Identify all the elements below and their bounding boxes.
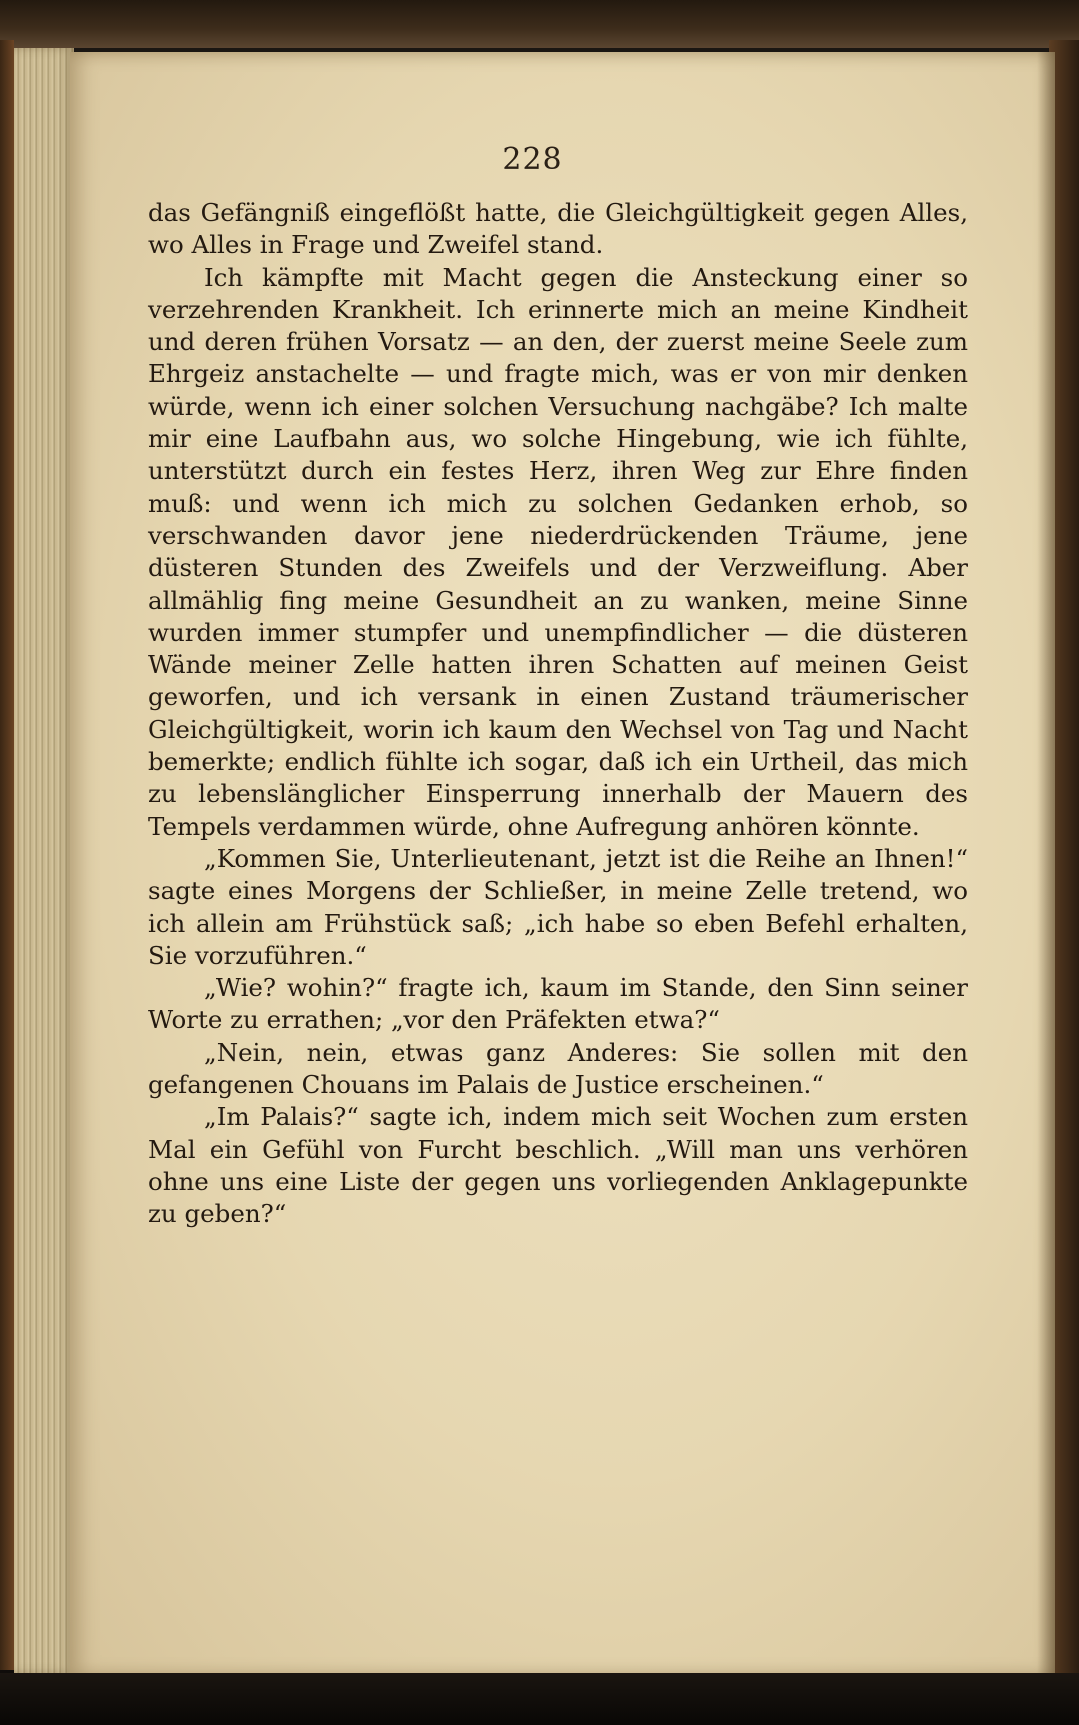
body-text bbox=[148, 197, 968, 1231]
book-cover-left bbox=[0, 40, 14, 1670]
paragraph: „Wie? wohin?“ fragte ich, kaum im Stande, den Sinn seiner Worte zu errathen; „vor den Präfekten etwa?“ bbox=[148, 973, 968, 1035]
background-bottom bbox=[0, 1673, 1079, 1725]
book-cover-top bbox=[0, 0, 1079, 48]
paragraph: „Im Palais?“ sagte ich, indem mich seit Wochen zum ersten Mal ein Gefühl von Furcht beschlich. „Will man uns verhören ohne uns eine Liste der gegen uns vorliegenden Anklagepunkte zu geben?“ bbox=[148, 1102, 968, 1229]
paragraph: „Kommen Sie, Unterlieutenant, jetzt ist die Reihe an Ihnen!“ sagte eines Morgens der Schließer, in meine Zelle tretend, wo ich allein am Frühstück saß; „ich habe so eben Befehl erhalten, Sie vorzuführen.“ bbox=[148, 843, 968, 970]
paragraph: das Gefängniß eingeflößt hatte, die Gleichgültigkeit gegen Alles, wo Alles in Frage und Zweifel stand. bbox=[148, 198, 968, 260]
page-edges bbox=[14, 48, 74, 1673]
book-page bbox=[70, 52, 1055, 1677]
paragraph: Ich kämpfte mit Macht gegen die Ansteckung einer so verzehrenden Krankheit. Ich erinnerte mich an meine Kindheit und deren frühen Vorsatz — an den, der zuerst meine Seele zum Ehrgeiz anstachelte — und fragte mich, was er von mir denken würde, wenn ich einer solchen Versuchung nachgäbe? Ich malte mir eine Laufbahn aus, wo solche Hingebung, wie ich fühlte, unterstützt durch ein festes Herz, ihren Weg zur Ehre finden muß: und wenn ich mich zu solchen Gedanken erhob, so verschwanden davor jene niederdrückenden Träume, jene düsteren Stunden des Zweifels und der Verzweiflung. Aber allmählig fing meine Gesundheit an zu wanken, meine Sinne wurden immer stumpfer und unempfindlicher — die düsteren Wände meiner Zelle hatten ihren Schatten auf meinen Geist geworfen, und ich versank in einen Zustand träumerischer Gleichgültigkeit, worin ich kaum den Wechsel von Tag und Nacht bemerkte; endlich fühlte ich sogar, daß ich ein Urtheil, das mich zu lebenslänglicher Einsperrung innerhalb der Mauern des Tempels verdammen würde, ohne Aufregung anhören könnte. bbox=[148, 262, 968, 841]
paragraph: „Nein, nein, etwas ganz Anderes: Sie sollen mit den gefangenen Chouans im Palais de Justice erscheinen.“ bbox=[148, 1037, 968, 1100]
page-shadow bbox=[1037, 52, 1055, 1677]
page-number: 228 bbox=[502, 142, 563, 177]
